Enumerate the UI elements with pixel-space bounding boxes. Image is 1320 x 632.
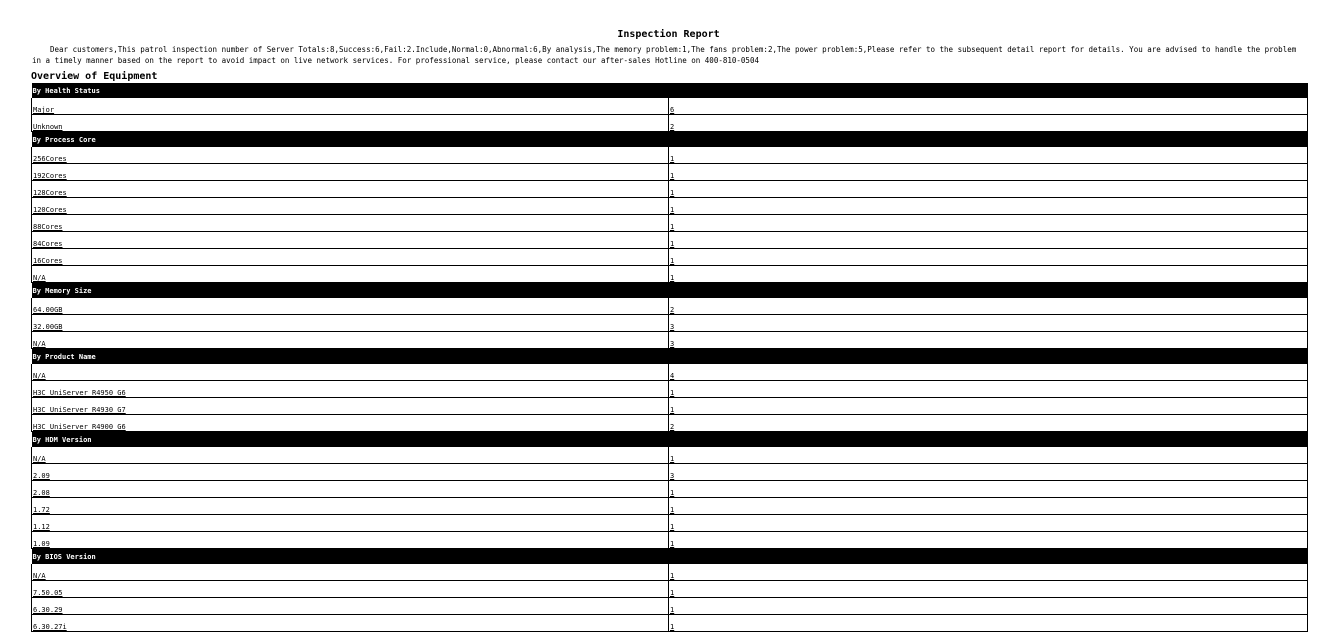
table-row: [32, 464, 1308, 481]
table-row: [32, 415, 1308, 432]
row-count: 1: [669, 564, 1308, 581]
row-label: 64.00GB: [32, 298, 669, 315]
row-label: 2.09: [32, 464, 669, 481]
row-count: 1: [669, 615, 1308, 632]
section-title: By Product Name: [32, 349, 1308, 365]
row-count: 1: [669, 181, 1308, 198]
table-row: [32, 164, 1308, 181]
row-count: 3: [669, 332, 1308, 349]
row-count: 3: [669, 315, 1308, 332]
row-label: 128Cores: [32, 181, 669, 198]
section-header: [32, 549, 1308, 565]
table-row: [32, 232, 1308, 249]
row-count: 1: [669, 532, 1308, 549]
row-label: 16Cores: [32, 249, 669, 266]
row-label: 1.72: [32, 498, 669, 515]
section-title: By Process Core: [32, 132, 1308, 148]
row-count: 1: [669, 266, 1308, 283]
row-label: N/A: [32, 266, 669, 283]
report-intro: Dear customers,This patrol inspection number of Server Totals:8,Success:6,Fail:2.Include,Normal:0,Abnormal:6,By analysis,The memory problem:1,The fans problem:2,The power problem:5,Please refer to the subsequent detail report for details. You are advised to handle the problem in a timely manner based on the report to avoid impact on live network services. For professional service, please contact our after-sales Hotline on 400-810-0504: [32, 45, 1297, 65]
table-row: [32, 381, 1308, 398]
row-label: Unknown: [32, 115, 669, 132]
row-count: 1: [669, 198, 1308, 215]
section-header: [32, 283, 1308, 299]
row-count: 1: [669, 164, 1308, 181]
row-label: N/A: [32, 447, 669, 464]
section-header: [32, 83, 1308, 98]
table-row: [32, 398, 1308, 415]
row-count: 6: [669, 98, 1308, 115]
section-title: By BIOS Version: [32, 549, 1308, 565]
section-title: By HDM Version: [32, 432, 1308, 448]
table-row: [32, 298, 1308, 315]
section-header: [32, 132, 1308, 148]
row-label: 6.30.27i: [32, 615, 669, 632]
row-count: 1: [669, 581, 1308, 598]
row-count: 1: [669, 249, 1308, 266]
table-row: [32, 249, 1308, 266]
table-row: [32, 447, 1308, 464]
row-label: 192Cores: [32, 164, 669, 181]
table-row: [32, 598, 1308, 615]
table-row: [32, 615, 1308, 632]
table-row: [32, 215, 1308, 232]
table-row: [32, 515, 1308, 532]
table-row: [32, 181, 1308, 198]
table-row: [32, 581, 1308, 598]
row-count: 1: [669, 498, 1308, 515]
table-row: [32, 147, 1308, 164]
row-count: 1: [669, 232, 1308, 249]
row-count: 1: [669, 398, 1308, 415]
row-label: 84Cores: [32, 232, 669, 249]
row-count: 3: [669, 464, 1308, 481]
equipment-overview-table: [31, 83, 1308, 632]
table-row: [32, 498, 1308, 515]
row-count: 4: [669, 364, 1308, 381]
table-row: [32, 315, 1308, 332]
row-count: 1: [669, 447, 1308, 464]
row-count: 1: [669, 381, 1308, 398]
row-label: H3C UniServer R4930 G7: [32, 398, 669, 415]
row-label: 256Cores: [32, 147, 669, 164]
row-label: H3C UniServer R4900 G6: [32, 415, 669, 432]
section-header: [32, 349, 1308, 365]
table-row: [32, 481, 1308, 498]
table-row: [32, 332, 1308, 349]
row-count: 2: [669, 415, 1308, 432]
row-label: 1.09: [32, 532, 669, 549]
row-label: N/A: [32, 332, 669, 349]
overview-heading: Overview of Equipment: [31, 71, 158, 82]
table-row: [32, 115, 1308, 132]
row-label: N/A: [32, 364, 669, 381]
row-count: 1: [669, 481, 1308, 498]
row-count: 2: [669, 298, 1308, 315]
row-count: 1: [669, 598, 1308, 615]
row-label: 32.00GB: [32, 315, 669, 332]
table-row: [32, 532, 1308, 549]
row-label: 2.08: [32, 481, 669, 498]
table-row: [32, 98, 1308, 115]
row-label: 1.12: [32, 515, 669, 532]
row-label: H3C UniServer R4950 G6: [32, 381, 669, 398]
section-header: [32, 432, 1308, 448]
report-title: Inspection Report: [617, 29, 720, 40]
row-label: N/A: [32, 564, 669, 581]
row-label: 88Cores: [32, 215, 669, 232]
row-label: 120Cores: [32, 198, 669, 215]
row-label: Major: [32, 98, 669, 115]
row-count: 1: [669, 515, 1308, 532]
section-title: By Memory Size: [32, 283, 1308, 299]
table-row: [32, 198, 1308, 215]
section-title: By Health Status: [32, 83, 1308, 98]
row-count: 1: [669, 215, 1308, 232]
row-count: 1: [669, 147, 1308, 164]
row-count: 2: [669, 115, 1308, 132]
table-row: [32, 364, 1308, 381]
row-label: 6.30.29: [32, 598, 669, 615]
row-label: 7.50.05: [32, 581, 669, 598]
table-row: [32, 266, 1308, 283]
table-row: [32, 564, 1308, 581]
